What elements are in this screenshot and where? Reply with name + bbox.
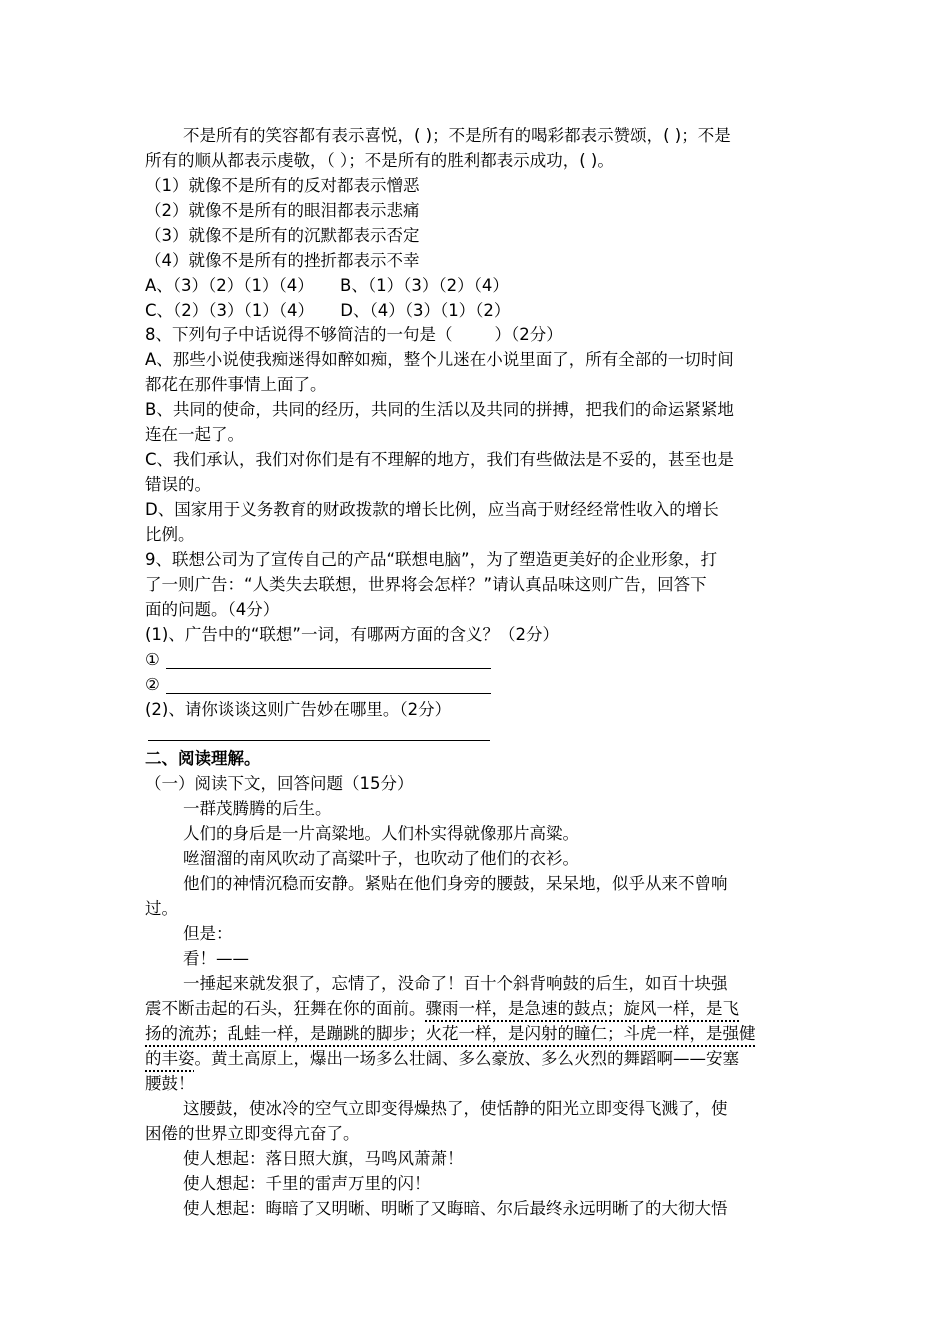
passage-text-continued: 。黄土高原上，爆出一场多么壮阔、多么豪放、多么火烈的舞蹈啊——安塞: [194, 1049, 739, 1068]
passage-paragraph-4-line1: 他们的神情沉稳而安静。紧贴在他们身旁的腰鼓，呆呆地，似乎从来不曾响: [183, 874, 728, 893]
q7-item-2: （2）就像不是所有的眼泪都表示悲痛: [145, 201, 420, 220]
q9-answer-row-2: [145, 673, 491, 697]
passage-paragraph-9: 使人想起：落日照大旗，马鸣风萧萧！: [183, 1149, 464, 1168]
q8-option-c-line2: 错误的。: [145, 475, 211, 494]
passage-paragraph-7-line3: 扬的流苏；乱蛙一样，是蹦跳的脚步；火花一样，是闪射的瞳仁；斗虎一样，是强健: [145, 1024, 756, 1043]
passage-paragraph-11: 使人想起：晦暗了又明晰、明晰了又晦暗、尔后最终永远明晰了的大彻大悟: [183, 1199, 728, 1218]
passage-paragraph-8-line2: 困倦的世界立即变得亢奋了。: [145, 1124, 360, 1143]
answer-blank-2[interactable]: [166, 675, 491, 694]
passage-paragraph-3: 咝溜溜的南风吹动了高粱叶子，也吹动了他们的衣衫。: [183, 849, 579, 868]
passage-paragraph-5: 但是：: [183, 924, 233, 943]
q9-stem-line1: 9、联想公司为了宣传自己的产品“联想电脑”，为了塑造更美好的企业形象，打: [145, 550, 718, 569]
q8-option-a-line1: A、那些小说使我痴迷得如醉如痴，整个儿迷在小说里面了，所有全部的一切时间: [145, 350, 734, 369]
section-2-title: 二、阅读理解。: [145, 749, 261, 768]
q9-subquestion-2: (2)、请你谈谈这则广告妙在哪里。（2分）: [145, 700, 452, 719]
q8-option-c-line1: C、我们承认，我们对你们是有不理解的地方，我们有些做法是不妥的，甚至也是: [145, 450, 735, 469]
q7-stem-line2: 所有的顺从都表示虔敬，（ ）；不是所有的胜利都表示成功，( )。: [145, 151, 614, 170]
q7-stem-line1: 不是所有的笑容都有表示喜悦，( )；不是所有的喝彩都表示赞颂，( )；不是: [183, 126, 731, 145]
q7-item-3: （3）就像不是所有的沉默都表示否定: [145, 226, 420, 245]
q8-option-d-line2: 比例。: [145, 525, 195, 544]
passage-paragraph-8-line1: 这腰鼓，使冰冷的空气立即变得燥热了，使恬静的阳光立即变得飞溅了，使: [183, 1099, 728, 1118]
section-2-part-1-heading: （一）阅读下文，回答问题（15分）: [145, 774, 414, 793]
passage-paragraph-7-line5: 腰鼓！: [145, 1074, 195, 1093]
q9-stem-line2: 了一则广告：“人类失去联想，世界将会怎样？”请认真品味这则广告，回答下: [145, 575, 707, 594]
passage-paragraph-7-line2: [145, 997, 739, 1021]
answer-marker-1: ①: [145, 650, 160, 669]
passage-paragraph-2: 人们的身后是一片高粱地。人们朴实得就像那片高粱。: [183, 824, 579, 843]
passage-paragraph-10: 使人想起：千里的雷声万里的闪！: [183, 1174, 431, 1193]
q7-options-ab: A、（3）（2）（1）（4） B、（1）（3）（2）（4）: [145, 276, 509, 295]
q9-answer-row-1: [145, 648, 491, 672]
answer-blank-3[interactable]: [148, 740, 490, 741]
passage-text-plain: 震不断击起的石头，狂舞在你的面前。: [145, 999, 426, 1018]
emphasized-phrase: 骤雨一样，是急速的鼓点；旋风一样，是飞: [425, 999, 739, 1018]
q7-item-1: （1）就像不是所有的反对都表示憎恶: [145, 176, 420, 195]
q7-item-4: （4）就像不是所有的挫折都表示不幸: [145, 251, 420, 270]
emphasized-phrase-end: 的丰姿: [145, 1049, 195, 1068]
passage-paragraph-1: 一群茂腾腾的后生。: [183, 799, 332, 818]
q8-option-b-line1: B、共同的使命，共同的经历，共同的生活以及共同的拼搏，把我们的命运紧紧地: [145, 400, 734, 419]
q8-option-a-line2: 都花在那件事情上面了。: [145, 375, 327, 394]
q8-option-b-line2: 连在一起了。: [145, 425, 244, 444]
q9-subquestion-1: (1)、广告中的“联想”一词，有哪两方面的含义？（2分）: [145, 625, 559, 644]
passage-paragraph-7-line1: 一捶起来就发狠了，忘情了，没命了！百十个斜背响鼓的后生，如百十块强: [183, 974, 728, 993]
passage-paragraph-7-line4: [145, 1047, 739, 1071]
q8-stem: 8、下列句子中话说得不够简洁的一句是（ ）（2分）: [145, 325, 563, 344]
answer-marker-2: ②: [145, 675, 160, 694]
passage-paragraph-6: 看！——: [183, 949, 249, 968]
passage-paragraph-4-line2: 过。: [145, 899, 178, 918]
q7-options-cd: C、（2）（3）（1）（4） D、（4）（3）（1）（2）: [145, 301, 511, 320]
q8-option-d-line1: D、国家用于义务教育的财政拨款的增长比例，应当高于财经经常性收入的增长: [145, 500, 719, 519]
q9-stem-line3: 面的问题。（4分）: [145, 600, 280, 619]
answer-blank-1[interactable]: [166, 650, 491, 669]
